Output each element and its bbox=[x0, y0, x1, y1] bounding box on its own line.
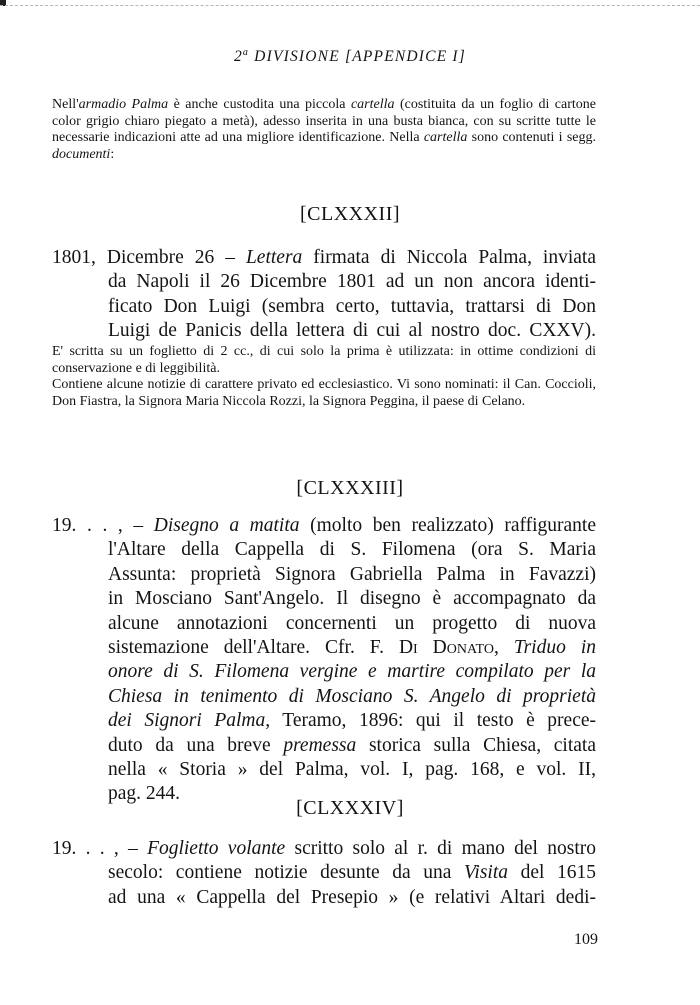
header-title: DIVISIONE [APPENDICE I] bbox=[249, 48, 467, 66]
entry-text: 19. . . , – bbox=[52, 515, 154, 536]
entry-line: in Mosciano Sant'Angelo. Il disegno è accompagnato da bbox=[108, 588, 596, 610]
entry-line bbox=[52, 837, 596, 861]
entry-text: sistemazione dell'Altare. Cfr. F. bbox=[108, 637, 399, 659]
entry-text: , bbox=[493, 637, 514, 659]
entry-italic: Triduo in bbox=[513, 637, 596, 659]
page-number: 109 bbox=[574, 931, 598, 948]
scan-top-border bbox=[0, 5, 700, 6]
entry-italic: premessa bbox=[283, 734, 357, 756]
intro-cartella: cartella bbox=[423, 130, 468, 146]
entry-text: 1801, Dicembre 26 – bbox=[52, 247, 246, 268]
entry-clxxxii bbox=[52, 246, 596, 344]
entry-line bbox=[52, 734, 596, 758]
entry-line: ficato Don Luigi (sembra certo, tuttavia, trattarsi di Don bbox=[108, 295, 596, 317]
entry-italic: Visita bbox=[463, 862, 509, 884]
section-heading-clxxxii: [CLXXXII] bbox=[299, 203, 401, 225]
header-ordinal: 2 bbox=[233, 48, 243, 66]
entry-text: duto da una breve bbox=[108, 734, 284, 756]
entry-line: Assunta: proprietà Signora Gabriella Palma in Favazzi) bbox=[108, 563, 596, 585]
entry-text: (molto ben realizzato) raffigurante bbox=[299, 515, 596, 536]
intro-text: (costituita da un foglio di cartone color grigio chiaro piegato a metà), adesso inserita in una busta bianca, con su scritte tutte le necessarie indicazioni atte ad una migliore identificazione. Nella bbox=[52, 97, 596, 146]
entry-line: l'Altare della Cappella di S. Filomena (ora S. Maria bbox=[108, 539, 596, 561]
entry-text: Teramo, 1896: qui il testo è prece- bbox=[270, 710, 596, 732]
intro-armadio: armadio Palma bbox=[78, 97, 169, 112]
entry-line: pag. 244. bbox=[108, 783, 181, 805]
entry-line: Luigi de Panicis della lettera di cui al nostro doc. CXXV). bbox=[108, 320, 596, 342]
entry-line: nella « Storia » del Palma, vol. I, pag. 168, e vol. II, bbox=[108, 759, 596, 781]
entry-italic: Lettera bbox=[245, 247, 303, 268]
entry-line bbox=[52, 709, 596, 733]
entry-text: del 1615 bbox=[508, 862, 596, 884]
entry-text: 19. . . , – bbox=[52, 838, 148, 859]
entry-clxxxiii bbox=[52, 514, 596, 807]
running-header bbox=[0, 47, 700, 66]
entry-author: Di Donato bbox=[398, 637, 494, 659]
header-ordinal-sup: a bbox=[242, 47, 250, 58]
intro-text: : bbox=[110, 146, 115, 162]
entry-line: ad una « Cappella del Presepio » (e relativi Altari dedi- bbox=[108, 886, 596, 908]
intro-paragraph bbox=[52, 97, 596, 163]
entry-italic: Disegno a matita bbox=[153, 515, 300, 536]
entry-text: storica sulla Chiesa, citata bbox=[356, 734, 596, 756]
entry-line bbox=[52, 861, 596, 885]
section-heading-clxxxiv: [CLXXXIV] bbox=[296, 797, 404, 819]
entry-line: onore di S. Filomena vergine e martire compilato per la bbox=[108, 661, 596, 683]
intro-documenti: documenti bbox=[52, 146, 111, 162]
intro-cartella: cartella bbox=[350, 97, 395, 112]
intro-text: Nell' bbox=[52, 97, 79, 112]
note-clxxxii-2: Contiene alcune notizie di carattere privato ed ecclesiastico. Vi sono nominati: il Can. Coccioli, Don Fiastra, la Signora Maria Niccola Rozzi, la Signora Peggina, il paese di Celano. bbox=[52, 377, 596, 409]
intro-text: è anche custodita una piccola bbox=[168, 97, 351, 112]
entry-italic: Foglietto volante bbox=[147, 838, 286, 859]
entry-clxxxiv bbox=[52, 837, 596, 910]
entry-line bbox=[52, 514, 596, 538]
intro-text: sono contenuti i segg. bbox=[467, 130, 596, 146]
entry-line bbox=[52, 636, 596, 660]
entry-line: alcune annotazioni concernenti un progetto di nuova bbox=[108, 612, 596, 634]
entry-text: secolo: contiene notizie desunte da una bbox=[108, 862, 464, 884]
entry-text: firmata di Niccola Palma, inviata bbox=[302, 247, 596, 268]
entry-line: da Napoli il 26 Dicembre 1801 ad un non ancora identi- bbox=[108, 271, 596, 293]
section-heading-clxxxiii: [CLXXXIII] bbox=[296, 477, 404, 499]
entry-text: scritto solo al r. di mano del nostro bbox=[285, 838, 596, 859]
entry-italic: dei Signori Palma, bbox=[108, 710, 271, 732]
entry-line bbox=[52, 246, 596, 270]
note-clxxxii-1: E' scritta su un foglietto di 2 cc., di cui solo la prima è utilizzata: in ottime condizioni di conservazione e di leggibilità. bbox=[52, 344, 596, 376]
entry-line: Chiesa in tenimento di Mosciano S. Angelo di proprietà bbox=[108, 685, 596, 707]
